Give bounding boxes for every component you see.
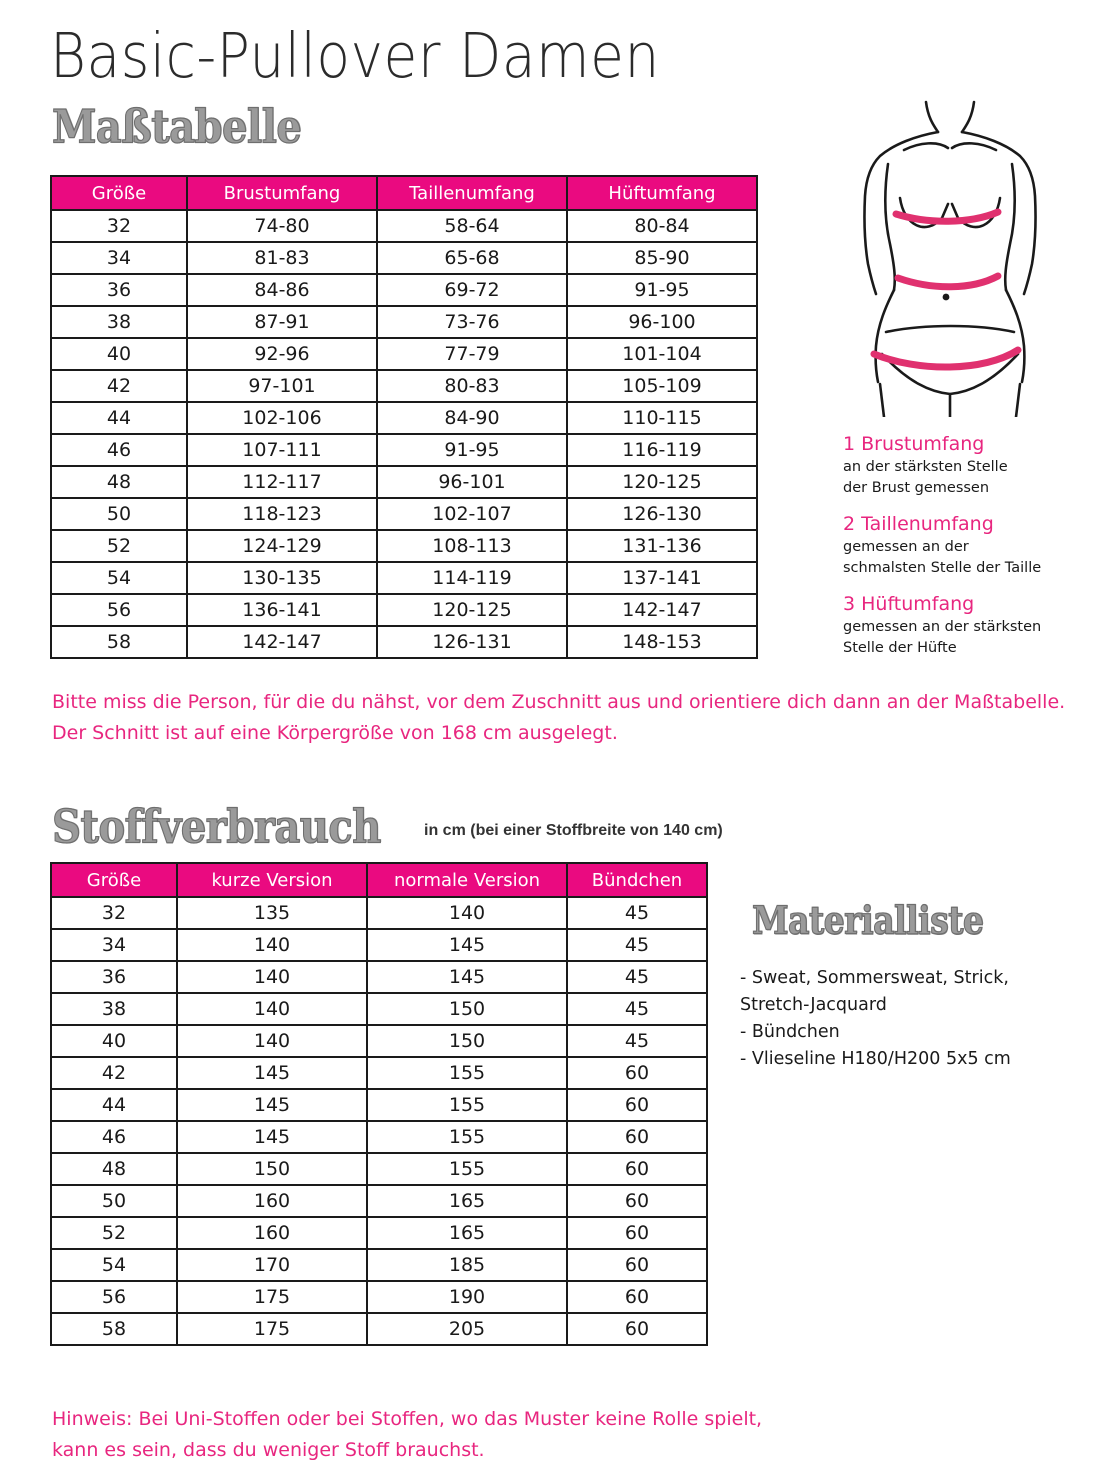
column-header-cuff: Bündchen (567, 863, 707, 897)
cell-value: 81-83 (187, 242, 377, 274)
cell-value: 108-113 (377, 530, 567, 562)
cell-size: 48 (51, 466, 187, 498)
table-row (51, 1057, 707, 1089)
cell-size: 32 (51, 897, 177, 929)
cell-value: 74-80 (187, 210, 377, 242)
table-row (51, 402, 757, 434)
fabric-note-line2: kann es sein, dass du weniger Stoff brauchst. (52, 1439, 485, 1461)
cell-value: 91-95 (567, 274, 757, 306)
cell-value: 102-106 (187, 402, 377, 434)
table-row (51, 626, 757, 658)
table-row (51, 1217, 707, 1249)
cell-value: 140 (177, 993, 367, 1025)
cell-value: 136-141 (187, 594, 377, 626)
cell-value: 45 (567, 929, 707, 961)
cell-value: 65-68 (377, 242, 567, 274)
cell-value: 69-72 (377, 274, 567, 306)
cell-value: 60 (567, 1281, 707, 1313)
table-row (51, 594, 757, 626)
table-row (51, 274, 757, 306)
cell-value: 60 (567, 1313, 707, 1345)
bust-band (896, 212, 998, 221)
cell-size: 34 (51, 242, 187, 274)
cell-value: 114-119 (377, 562, 567, 594)
cell-size: 36 (51, 274, 187, 306)
table-header-row (51, 863, 707, 897)
cell-size: 54 (51, 562, 187, 594)
cell-size: 52 (51, 1217, 177, 1249)
cell-size: 42 (51, 1057, 177, 1089)
measurement-table-body (51, 210, 757, 658)
cell-value: 126-130 (567, 498, 757, 530)
cell-size: 54 (51, 1249, 177, 1281)
legend-desc-bust-line1: an der stärksten Stelle (843, 459, 1008, 475)
cell-value: 126-131 (377, 626, 567, 658)
legend-desc-waist-line1: gemessen an der (843, 539, 969, 555)
measurement-instruction-note (52, 687, 1065, 749)
table-row (51, 961, 707, 993)
table-row (51, 993, 707, 1025)
column-header-short-version: kurze Version (177, 863, 367, 897)
table-row (51, 210, 757, 242)
table-row (51, 897, 707, 929)
cell-value: 190 (367, 1281, 567, 1313)
table-row (51, 1025, 707, 1057)
legend-desc-hip-line2: Stelle der Hüfte (843, 640, 957, 656)
cell-size: 44 (51, 1089, 177, 1121)
fabric-consumption-table (50, 862, 708, 1346)
table-row (51, 1121, 707, 1153)
cell-value: 60 (567, 1153, 707, 1185)
legend-title-hip: 3 Hüftumfang (843, 593, 975, 615)
cell-value: 145 (177, 1057, 367, 1089)
cell-size: 32 (51, 210, 187, 242)
cell-value: 185 (367, 1249, 567, 1281)
cell-size: 50 (51, 498, 187, 530)
fabric-hint-note (52, 1404, 762, 1466)
material-list-item: Stretch-Jacquard (740, 995, 887, 1015)
cell-value: 60 (567, 1249, 707, 1281)
cell-value: 60 (567, 1121, 707, 1153)
cell-value: 145 (177, 1089, 367, 1121)
cell-value: 45 (567, 897, 707, 929)
fabric-table-body (51, 897, 707, 1345)
cell-value: 124-129 (187, 530, 377, 562)
cell-value: 80-84 (567, 210, 757, 242)
cell-value: 45 (567, 1025, 707, 1057)
table-row (51, 1249, 707, 1281)
cell-size: 56 (51, 1281, 177, 1313)
cell-value: 118-123 (187, 498, 377, 530)
cell-size: 34 (51, 929, 177, 961)
cell-value: 135 (177, 897, 367, 929)
table-row (51, 1185, 707, 1217)
cell-value: 160 (177, 1217, 367, 1249)
cell-size: 38 (51, 993, 177, 1025)
cell-value: 112-117 (187, 466, 377, 498)
cell-size: 56 (51, 594, 187, 626)
table-row (51, 1089, 707, 1121)
cell-size: 38 (51, 306, 187, 338)
cell-size: 52 (51, 530, 187, 562)
table-row (51, 434, 757, 466)
cell-value: 73-76 (377, 306, 567, 338)
cell-size: 46 (51, 434, 187, 466)
material-list (740, 965, 1080, 1073)
cell-value: 101-104 (567, 338, 757, 370)
legend-desc-waist-line2: schmalsten Stelle der Taille (843, 560, 1042, 576)
cell-value: 85-90 (567, 242, 757, 274)
cell-value: 130-135 (187, 562, 377, 594)
table-row (51, 530, 757, 562)
legend-title-waist: 2 Taillenumfang (843, 513, 994, 535)
cell-value: 140 (177, 929, 367, 961)
cell-value: 150 (367, 993, 567, 1025)
cell-value: 116-119 (567, 434, 757, 466)
table-row (51, 1281, 707, 1313)
cell-value: 131-136 (567, 530, 757, 562)
measurement-table (50, 175, 758, 659)
cell-value: 105-109 (567, 370, 757, 402)
table-row (51, 498, 757, 530)
cell-value: 60 (567, 1217, 707, 1249)
cell-value: 155 (367, 1089, 567, 1121)
material-section-heading: Materialliste (752, 898, 984, 943)
cell-size: 58 (51, 1313, 177, 1345)
cell-value: 155 (367, 1121, 567, 1153)
table-row (51, 1313, 707, 1345)
cell-value: 60 (567, 1089, 707, 1121)
column-header-normal-version: normale Version (367, 863, 567, 897)
cell-value: 97-101 (187, 370, 377, 402)
cell-value: 165 (367, 1185, 567, 1217)
table-row (51, 929, 707, 961)
page-title: Basic-Pullover Damen (50, 20, 660, 92)
cell-size: 40 (51, 338, 187, 370)
cell-value: 140 (177, 1025, 367, 1057)
cell-value: 96-101 (377, 466, 567, 498)
waist-band (898, 276, 998, 287)
fabric-section-heading: Stoffverbrauch (52, 800, 381, 855)
cell-size: 46 (51, 1121, 177, 1153)
cell-value: 92-96 (187, 338, 377, 370)
legend-item-bust (843, 432, 1088, 499)
cell-value: 160 (177, 1185, 367, 1217)
cell-size: 58 (51, 626, 187, 658)
cell-value: 120-125 (377, 594, 567, 626)
cell-size: 36 (51, 961, 177, 993)
cell-value: 60 (567, 1185, 707, 1217)
fabric-note-line1: Hinweis: Bei Uni-Stoffen oder bei Stoffen, wo das Muster keine Rolle spielt, (52, 1408, 763, 1430)
cell-value: 91-95 (377, 434, 567, 466)
table-row (51, 242, 757, 274)
cell-size: 40 (51, 1025, 177, 1057)
column-header-size: Größe (51, 176, 187, 210)
cell-size: 44 (51, 402, 187, 434)
cell-value: 155 (367, 1153, 567, 1185)
measurement-legend (843, 432, 1088, 672)
cell-value: 170 (177, 1249, 367, 1281)
cell-value: 77-79 (377, 338, 567, 370)
table-header-row (51, 176, 757, 210)
material-list-item: - Vlieseline H180/H200 5x5 cm (740, 1049, 1011, 1069)
cell-value: 175 (177, 1313, 367, 1345)
cell-value: 87-91 (187, 306, 377, 338)
column-header-bust: Brustumfang (187, 176, 377, 210)
cell-value: 58-64 (377, 210, 567, 242)
table-row (51, 562, 757, 594)
material-list-item: - Bündchen (740, 1022, 840, 1042)
cell-value: 84-90 (377, 402, 567, 434)
cell-value: 145 (367, 929, 567, 961)
cell-value: 148-153 (567, 626, 757, 658)
cell-value: 140 (367, 897, 567, 929)
cell-value: 80-83 (377, 370, 567, 402)
cell-value: 140 (177, 961, 367, 993)
cell-value: 175 (177, 1281, 367, 1313)
table-row (51, 466, 757, 498)
cell-value: 150 (177, 1153, 367, 1185)
legend-item-waist (843, 512, 1088, 579)
table-row (51, 370, 757, 402)
body-measurement-diagram (838, 92, 1094, 417)
cell-value: 45 (567, 993, 707, 1025)
column-header-hip: Hüftumfang (567, 176, 757, 210)
cell-value: 145 (367, 961, 567, 993)
measurement-note-line2: Der Schnitt ist auf eine Körpergröße von 168 cm ausgelegt. (52, 722, 618, 744)
cell-value: 45 (567, 961, 707, 993)
cell-value: 120-125 (567, 466, 757, 498)
hip-band (874, 350, 1018, 367)
cell-value: 205 (367, 1313, 567, 1345)
column-header-size: Größe (51, 863, 177, 897)
cell-value: 84-86 (187, 274, 377, 306)
legend-title-bust: 1 Brustumfang (843, 433, 985, 455)
cell-size: 42 (51, 370, 187, 402)
cell-size: 48 (51, 1153, 177, 1185)
cell-value: 96-100 (567, 306, 757, 338)
legend-desc-hip-line1: gemessen an der stärksten (843, 619, 1042, 635)
material-list-item: - Sweat, Sommersweat, Strick, (740, 968, 1009, 988)
cell-value: 137-141 (567, 562, 757, 594)
table-row (51, 338, 757, 370)
cell-value: 145 (177, 1121, 367, 1153)
cell-value: 142-147 (187, 626, 377, 658)
cell-value: 110-115 (567, 402, 757, 434)
table-row (51, 306, 757, 338)
cell-value: 102-107 (377, 498, 567, 530)
legend-item-hip (843, 592, 1088, 659)
cell-value: 60 (567, 1057, 707, 1089)
cell-value: 155 (367, 1057, 567, 1089)
cell-value: 107-111 (187, 434, 377, 466)
column-header-waist: Taillenumfang (377, 176, 567, 210)
cell-value: 150 (367, 1025, 567, 1057)
cell-value: 142-147 (567, 594, 757, 626)
table-row (51, 1153, 707, 1185)
measurement-note-line1: Bitte miss die Person, für die du nähst, vor dem Zuschnitt aus und orientiere dich dann an der Maßtabelle. (52, 691, 1066, 713)
cell-size: 50 (51, 1185, 177, 1217)
fabric-heading-note: in cm (bei einer Stoffbreite von 140 cm) (424, 822, 723, 839)
legend-desc-bust-line2: der Brust gemessen (843, 480, 990, 496)
cell-value: 165 (367, 1217, 567, 1249)
measurement-section-heading: Maßtabelle (52, 100, 302, 155)
